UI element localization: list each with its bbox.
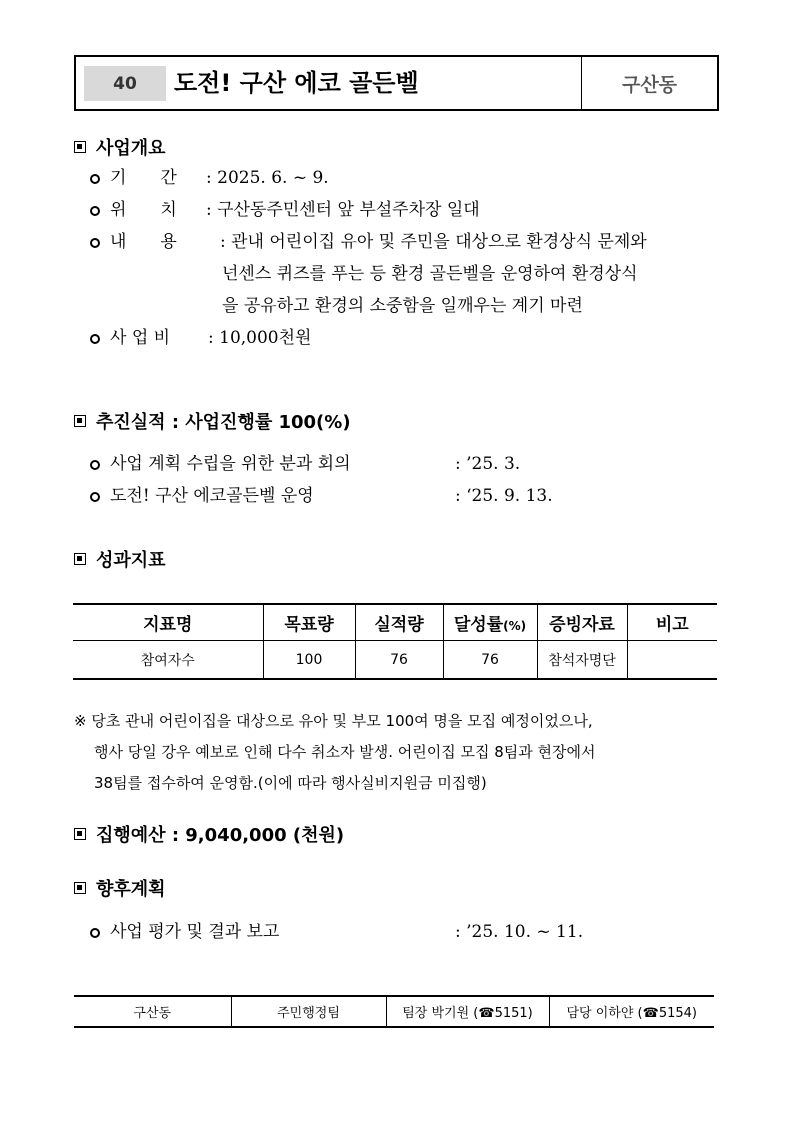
section-performance bbox=[74, 408, 351, 434]
column-header: 실적량 bbox=[355, 604, 443, 641]
section-budget-exec bbox=[74, 821, 344, 847]
rate-header-text: 달성률 bbox=[453, 615, 504, 635]
field-label: 기 간 bbox=[110, 168, 177, 188]
circle-bullet-icon bbox=[90, 460, 100, 470]
footer-team: 주민행정팀 bbox=[231, 996, 386, 1027]
item-text: 도전! 구산 에코골든벨 운영 bbox=[110, 486, 314, 506]
square-bullet-icon bbox=[74, 141, 86, 153]
section-kpi bbox=[74, 546, 166, 572]
title-box bbox=[74, 55, 719, 111]
performance-item bbox=[90, 452, 351, 476]
square-bullet-icon bbox=[74, 882, 86, 894]
field-value: : 관내 어린이집 유아 및 주민을 대상으로 환경상식 문제와 bbox=[220, 232, 647, 252]
field-label: 내 용 bbox=[110, 232, 177, 252]
section-heading: 집행예산 : 9,040,000 (천원) bbox=[96, 825, 345, 846]
table-header-row bbox=[73, 604, 717, 641]
future-item bbox=[90, 920, 279, 944]
section-heading: 추진실적 : 사업진행률 100(%) bbox=[96, 412, 351, 433]
item-text: 사업 평가 및 결과 보고 bbox=[110, 922, 280, 942]
section-heading: 성과지표 bbox=[96, 550, 166, 571]
table-row bbox=[74, 996, 714, 1027]
note-line-2: 행사 당일 강우 예보로 인해 다수 취소자 발생. 어린이집 모집 8팀과 현장에서 bbox=[94, 743, 596, 761]
overview-location bbox=[90, 198, 480, 222]
item-date: : ’25. 3. bbox=[455, 454, 521, 474]
table-cell: 76 bbox=[443, 641, 537, 680]
overview-content bbox=[90, 230, 647, 254]
note-line-1: ※ 당초 관내 어린이집을 대상으로 유아 및 부모 100여 명을 모집 예정이었으나, bbox=[74, 712, 593, 730]
content-line-2: 넌센스 퀴즈를 푸는 등 환경 골든벨을 운영하여 환경상식 bbox=[222, 264, 638, 284]
table-row bbox=[73, 641, 717, 680]
section-future bbox=[74, 875, 166, 901]
field-label: 위 치 bbox=[110, 200, 177, 220]
footer-dong: 구산동 bbox=[74, 996, 231, 1027]
field-value: : 구산동주민센터 앞 부설주차장 일대 bbox=[206, 200, 480, 220]
table-cell: 참여자수 bbox=[73, 641, 263, 680]
item-date: : ‘25. 9. 13. bbox=[455, 486, 553, 506]
table-cell: 76 bbox=[355, 641, 443, 680]
overview-budget bbox=[90, 326, 311, 350]
circle-bullet-icon bbox=[90, 174, 100, 184]
circle-bullet-icon bbox=[90, 238, 100, 248]
content-line-3: 을 공유하고 환경의 소중함을 일깨우는 계기 마련 bbox=[222, 296, 583, 316]
circle-bullet-icon bbox=[90, 928, 100, 938]
section-heading: 사업개요 bbox=[96, 138, 166, 159]
field-value: : 2025. 6. ~ 9. bbox=[206, 168, 329, 188]
item-text: 사업 계획 수립을 위한 분과 회의 bbox=[110, 454, 351, 474]
footer-leader: 팀장 박기원 (☎5151) bbox=[386, 996, 549, 1027]
circle-bullet-icon bbox=[90, 334, 100, 344]
footer-contact bbox=[74, 995, 714, 1028]
item-number: 40 bbox=[84, 66, 166, 101]
footer-staff: 담당 이하얀 (☎5154) bbox=[549, 996, 714, 1027]
item-date: : ’25. 10. ~ 11. bbox=[455, 922, 584, 942]
square-bullet-icon bbox=[74, 828, 86, 840]
rate-unit: (%) bbox=[503, 619, 527, 633]
performance-item bbox=[90, 484, 314, 508]
square-bullet-icon bbox=[74, 553, 86, 565]
column-header: 비고 bbox=[627, 604, 717, 641]
section-heading: 향후계획 bbox=[96, 879, 166, 900]
column-header: 목표량 bbox=[263, 604, 355, 641]
circle-bullet-icon bbox=[90, 206, 100, 216]
table-cell: 100 bbox=[263, 641, 355, 680]
department-name: 구산동 bbox=[621, 73, 678, 96]
square-bullet-icon bbox=[74, 415, 86, 427]
column-header bbox=[443, 604, 537, 641]
section-overview bbox=[74, 134, 166, 160]
field-value: : 10,000천원 bbox=[208, 328, 312, 348]
table-cell bbox=[627, 641, 717, 680]
overview-period bbox=[90, 166, 329, 190]
field-label: 사 업 비 bbox=[110, 328, 171, 348]
table-cell: 참석자명단 bbox=[537, 641, 627, 680]
column-header: 증빙자료 bbox=[537, 604, 627, 641]
circle-bullet-icon bbox=[90, 492, 100, 502]
page-title: 도전! 구산 에코 골든벨 bbox=[174, 69, 419, 97]
column-header: 지표명 bbox=[73, 604, 263, 641]
kpi-table bbox=[73, 603, 717, 680]
note-line-3: 38팀를 접수하여 운영함.(이에 따라 행사실비지원금 미집행) bbox=[94, 774, 487, 792]
